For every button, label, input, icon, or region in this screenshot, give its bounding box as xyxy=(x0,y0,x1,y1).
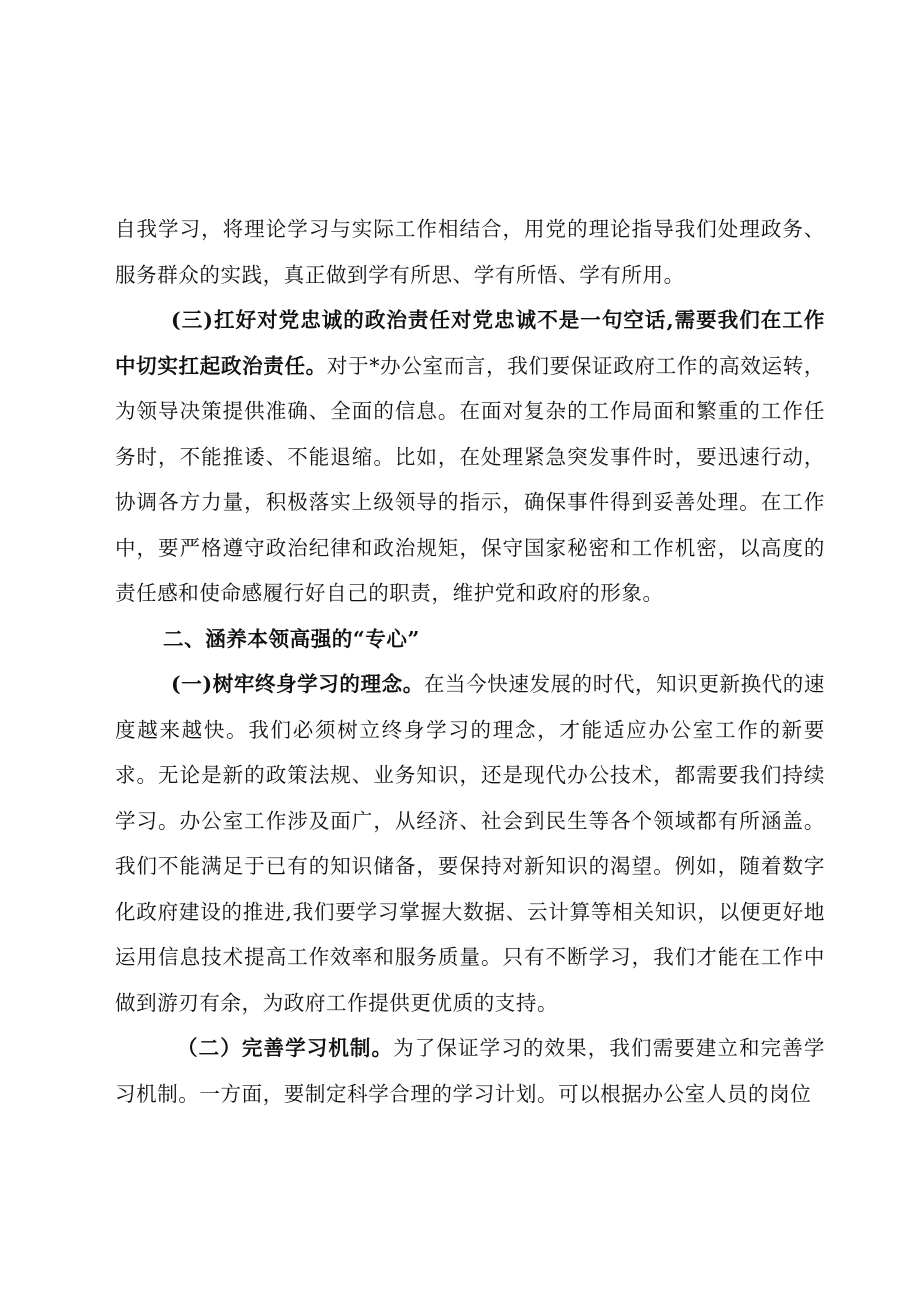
paragraph-lead-bold: (一)树牢终身学习的理念。 xyxy=(171,672,424,696)
section-heading xyxy=(115,617,825,663)
paragraph-study-continuation xyxy=(115,207,825,298)
paragraph-text: 在当今快速发展的时代，知识更新换代的速度越来越快。我们必须树立终身学习的理念，才能适应办公室工作的新要求。无论是新的政策法规、业务知识，还是现代办公技术，都需要我们持续学习。办公室工作涉及面广，从经济、社会到民生等各个领域都有所涵盖。我们不能满足于已有的知识储备，要保持对新知识的渴望。例如，随着数字化政府建设的推进,我们要学习掌握大数据、云计算等相关知识，以便更好地运用信息技术提高工作效率和服务质量。只有不断学习，我们才能在工作中做到游刃有余，为政府工作提供更优质的支持。 xyxy=(115,672,826,1015)
paragraph-text: 为了保证学习的效果，我们需要建立和完善学习机制。一方面，要制定科学合理的学习计划。可以根据办公室人员的岗位 xyxy=(115,1036,825,1106)
paragraph-political-responsibility xyxy=(115,298,825,617)
paragraph-text: 自我学习，将理论学习与实际工作相结合，用党的理论指导我们处理政务、服务群众的实践，真正做到学有所思、学有所悟、学有所用。 xyxy=(115,217,825,287)
document-body xyxy=(115,207,825,1117)
paragraph-lead-bold: (三)扛好对党忠诚的政治责任对党忠诚不是一句空话,需要我们在工作中切实扛起政治责任。 xyxy=(115,308,825,378)
paragraph-lifelong-learning xyxy=(115,662,825,1026)
paragraph-lead-bold: （二）完善学习机制。 xyxy=(177,1036,394,1060)
section-heading-text: 二、涵养本领高强的“专心” xyxy=(163,626,420,651)
paragraph-learning-mechanism xyxy=(115,1026,825,1117)
paragraph-text: 对于*办公室而言，我们要保证政府工作的高效运转，为领导决策提供准确、全面的信息。在面对复杂的工作局面和繁重的工作任务时，不能推诿、不能退缩。比如，在处理紧急突发事件时，要迅速行动，协调各方力量，积极落实上级领导的指示，确保事件得到妥善处理。在工作中，要严格遵守政治纪律和政治规矩，保守国家秘密和工作机密，以高度的责任感和使命感履行好自己的职责，维护党和政府的形象。 xyxy=(115,353,826,605)
